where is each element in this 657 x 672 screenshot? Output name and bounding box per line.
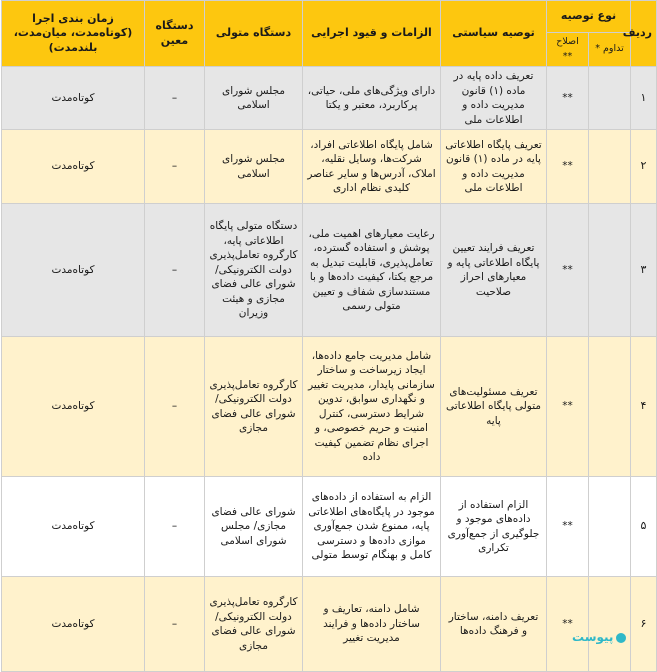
responsible-cell: کارگروه تعامل‌پذیری دولت الکترونیکی/ شورای عالی فضای مجازی [205,577,303,672]
timing-cell: کوتاه‌مدت [2,337,145,477]
tadavom-cell [589,577,631,672]
timing-cell: کوتاه‌مدت [2,130,145,204]
responsible-cell: مجلس شورای اسلامی [205,130,303,204]
row-number: ۴ [631,337,657,477]
header-moeen: دستگاه معین [145,1,205,67]
row-number: ۶ [631,577,657,672]
timing-cell: کوتاه‌مدت [2,477,145,577]
assistant-cell: – [145,477,205,577]
table-row [2,130,657,204]
header-tadavom: تداوم * [589,33,631,67]
assistant-cell: – [145,130,205,204]
tadavom-cell [589,67,631,130]
row-number: ۱ [631,67,657,130]
tadavom-cell [589,477,631,577]
logo-icon [616,633,626,643]
requirements-cell: شامل پایگاه اطلاعاتی افراد، شرکت‌ها، وسایل نقلیه، املاک، آدرس‌ها و سایر عناصر کلیدی نظام اداری [303,130,441,204]
row-number: ۲ [631,130,657,204]
tadavom-cell [589,337,631,477]
table-row [2,67,657,130]
policy-cell: تعریف فرایند تعیین پایگاه اطلاعاتی پایه و معیارهای احراز صلاحیت [441,204,547,337]
policy-cell: الزام استفاده از داده‌های موجود و جلوگیری از جمع‌آوری تکراری [441,477,547,577]
watermark-text: پیوست [572,630,614,644]
eslah-cell: ** [547,204,589,337]
row-number: ۵ [631,477,657,577]
header-eslah: اصلاح ** [547,33,589,67]
header-radif: ردیف [631,1,657,67]
header-motevali: دستگاه متولی [205,1,303,67]
watermark-logo [572,630,626,644]
requirements-cell: شامل دامنه، تعاریف و ساختار داده‌ها و فرایند مدیریت تغییر [303,577,441,672]
assistant-cell: – [145,577,205,672]
tadavom-cell [589,204,631,337]
policy-cell: تعریف مسئولیت‌های متولی پایگاه اطلاعاتی پایه [441,337,547,477]
table-row [2,337,657,477]
table-row [2,477,657,577]
assistant-cell: – [145,67,205,130]
recommendations-table [1,0,657,672]
eslah-cell: ** [547,477,589,577]
header-elzamat: الزامات و قیود اجرایی [303,1,441,67]
responsible-cell: کارگروه تعامل‌پذیری دولت الکترونیکی/ شورای عالی فضای مجازی [205,337,303,477]
eslah-cell: ** [547,67,589,130]
policy-cell: تعریف پایگاه اطلاعاتی پایه در ماده (۱) قانون مدیریت داده و اطلاعات ملی [441,130,547,204]
policy-cell: تعریف دامنه، ساختار و فرهنگ داده‌ها [441,577,547,672]
table-row [2,577,657,672]
requirements-cell: الزام به استفاده از داده‌های موجود در پایگاه‌های اطلاعاتی پایه، ممنوع شدن جمع‌آوری موازی داده‌ها و دسترسی کامل و بهنگام توسط متولی [303,477,441,577]
timing-cell: کوتاه‌مدت [2,577,145,672]
timing-cell: کوتاه‌مدت [2,67,145,130]
eslah-cell: ** [547,130,589,204]
header-no-tosieh: نوع توصیه [547,1,631,33]
policy-cell: تعریف داده پایه در ماده (۱) قانون مدیریت داده و اطلاعات ملی [441,67,547,130]
responsible-cell: شورای عالی فضای مجازی/ مجلس شورای اسلامی [205,477,303,577]
eslah-cell: ** [547,577,589,672]
responsible-cell: مجلس شورای اسلامی [205,67,303,130]
responsible-cell: دستگاه متولی پایگاه اطلاعاتی پایه، کارگروه تعامل‌پذیری دولت الکترونیکی/ شورای عالی فضای مجازی و هیئت وزیران [205,204,303,337]
timing-cell: کوتاه‌مدت [2,204,145,337]
requirements-cell: رعایت معیارهای اهمیت ملی، پوشش و استفاده گسترده، تعامل‌پذیری، قابلیت تبدیل به مرجع یکتا، کیفیت داده‌ها و با مستندسازی شفاف و تعیین متولی رسمی [303,204,441,337]
assistant-cell: – [145,204,205,337]
header-zaman: زمان بندی اجرا (کوتاه‌مدت، میان‌مدت، بلندمدت) [2,1,145,67]
header-tosieh: توصیه سیاستی [441,1,547,67]
row-number: ۳ [631,204,657,337]
requirements-cell: دارای ویژگی‌های ملی، حیاتی، پرکاربرد، معتبر و یکتا [303,67,441,130]
assistant-cell: – [145,337,205,477]
table-row [2,204,657,337]
tadavom-cell [589,130,631,204]
requirements-cell: شامل مدیریت جامع داده‌ها، ایجاد زیرساخت و ساختار سازمانی پایدار، مدیریت تغییر و نگهداری سوابق، تدوین شرایط دسترسی، کنترل امنیت و حریم خصوصی، و اجرای نظام تضمین کیفیت داده [303,337,441,477]
eslah-cell: ** [547,337,589,477]
